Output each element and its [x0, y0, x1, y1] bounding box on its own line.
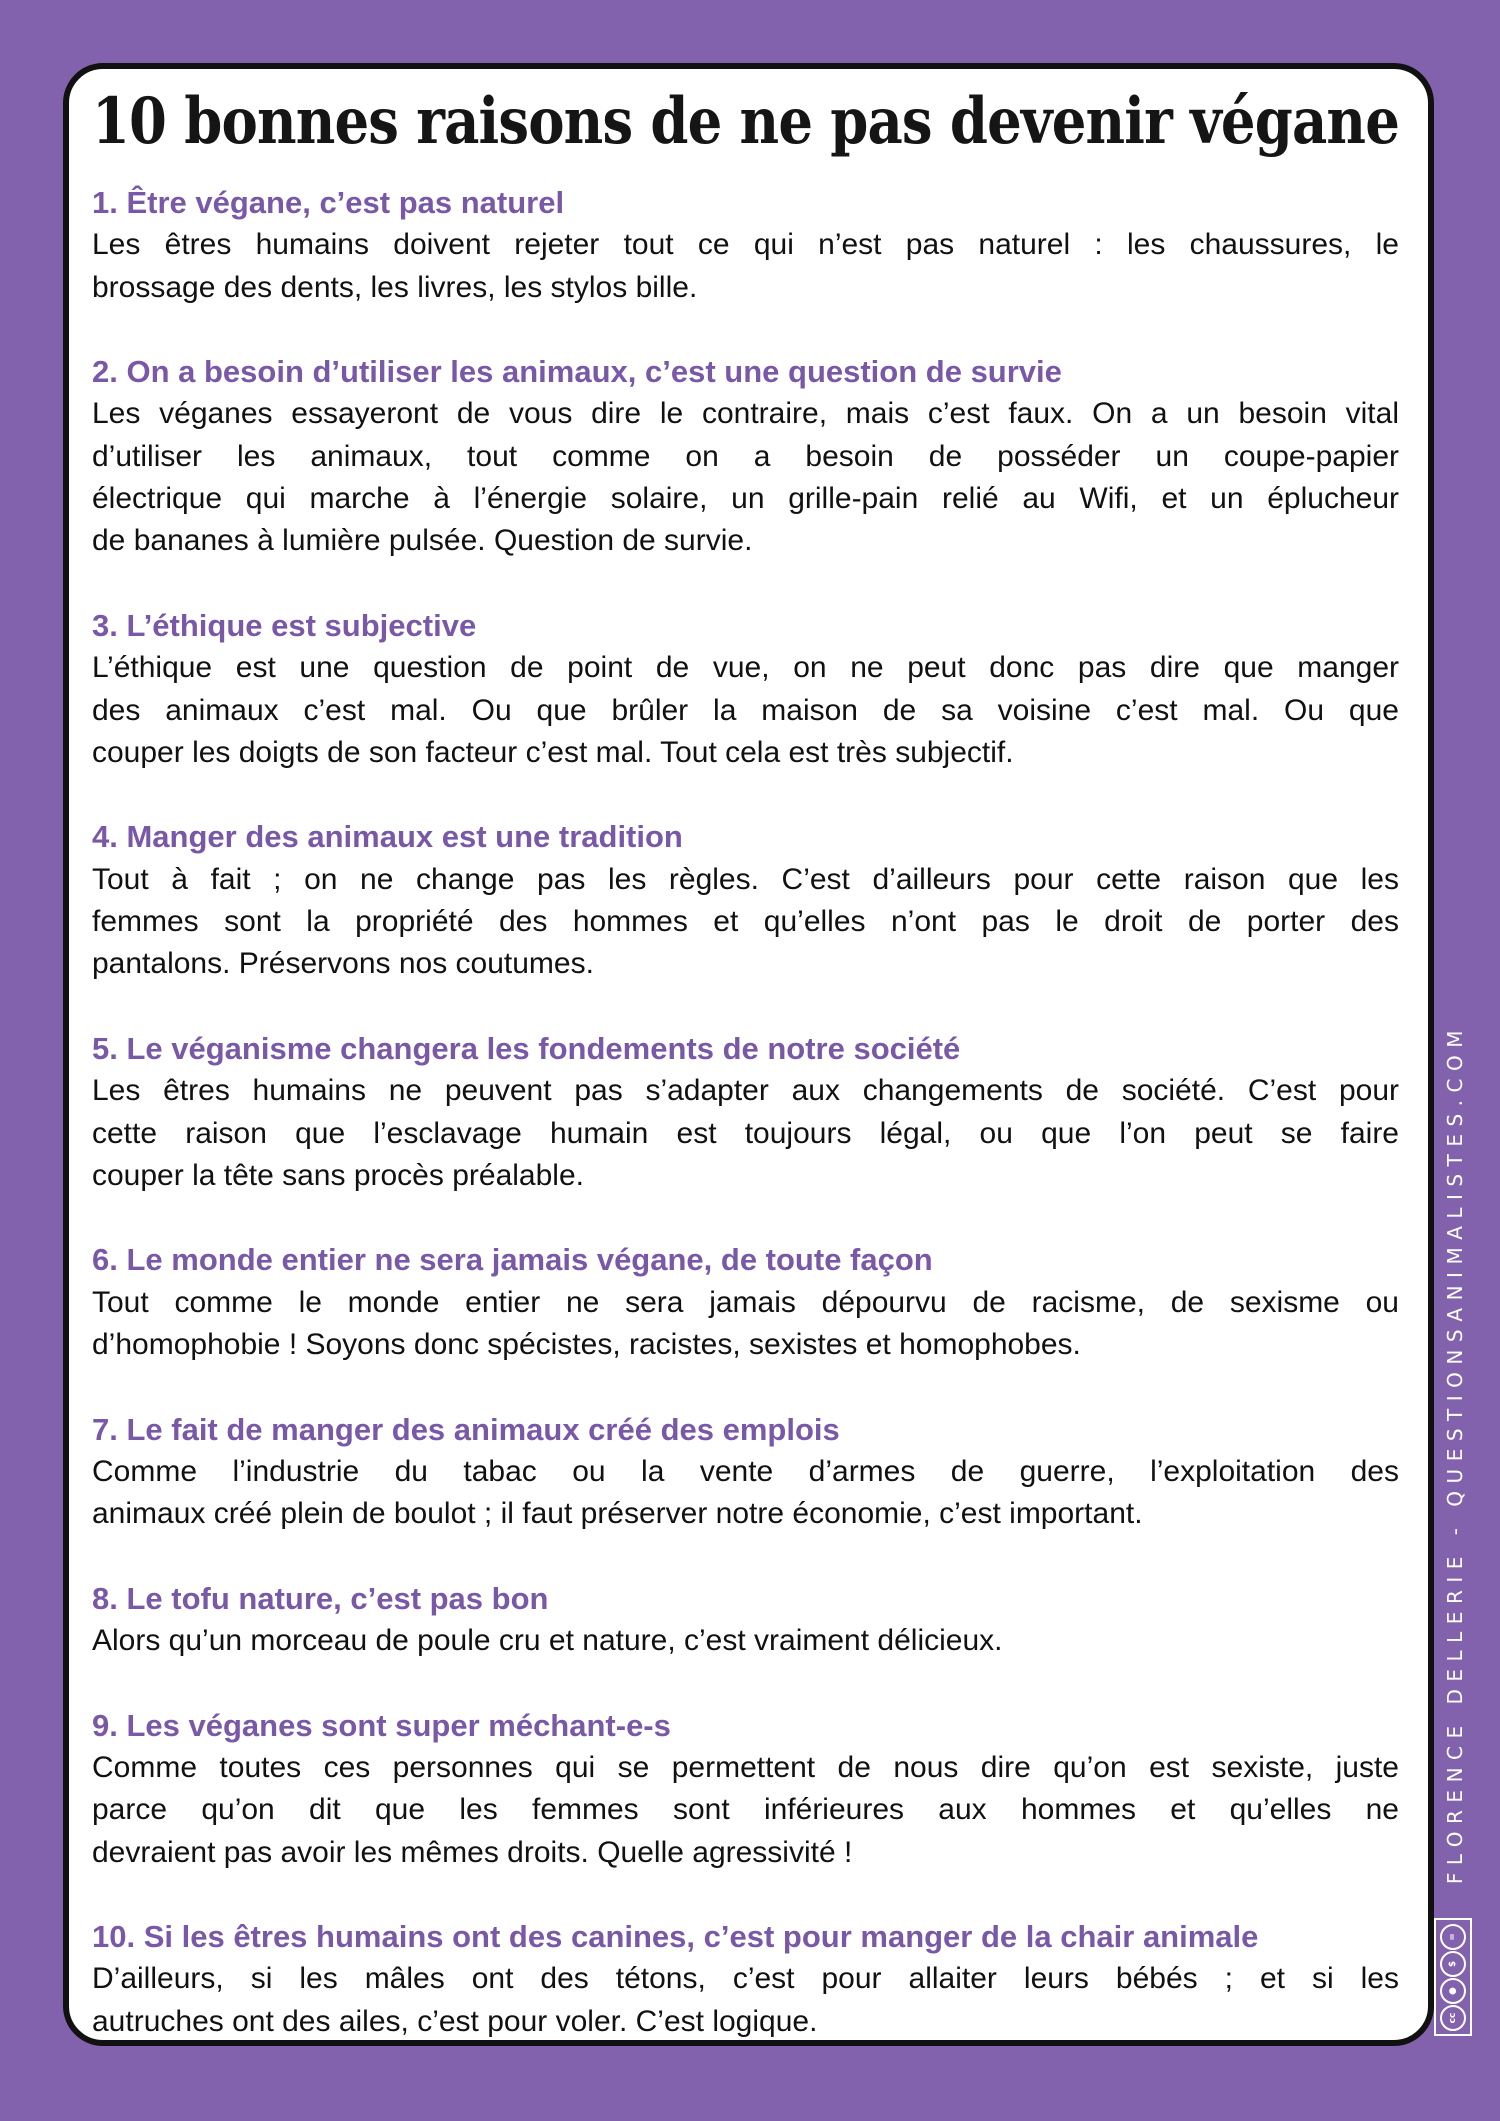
- reason-heading: 6. Le monde entier ne sera jamais végane, de toute façon: [92, 1242, 933, 1278]
- reason-body-line: devraient pas avoir les mêmes droits. Quelle agressivité !: [92, 1835, 853, 1869]
- creative-commons-badge: [1434, 1918, 1472, 2036]
- reason-section: [92, 351, 1399, 562]
- side-credit: FLORENCE DELLERIE - QUESTIONSANIMALISTES.COM: [1443, 1022, 1467, 1885]
- reason-section: [92, 182, 1399, 309]
- reason-heading: 2. On a besoin d’utiliser les animaux, c’est une question de survie: [92, 354, 1062, 390]
- reason-body-line: Comme toutes ces personnes qui se permettent de nous dire qu’on est sexiste, juste: [92, 1750, 1399, 1784]
- reason-body-line: brossage des dents, les livres, les stylos bille.: [92, 270, 698, 304]
- by-icon: ●: [1440, 1978, 1466, 2004]
- reason-section: [92, 816, 1399, 985]
- reason-heading-row: [92, 1028, 1399, 1070]
- reason-body-line: pantalons. Préservons nos coutumes.: [92, 947, 594, 981]
- reason-heading: 9. Les véganes sont super méchant-e-s: [92, 1707, 671, 1743]
- reason-section: [92, 1916, 1399, 2043]
- page-title: 10 bonnes raisons de ne pas devenir végane: [92, 84, 1399, 159]
- reason-body-line: Alors qu’un morceau de poule cru et nature, c’est vraiment délicieux.: [92, 1624, 1003, 1658]
- reason-section: [92, 605, 1399, 774]
- reason-heading: 7. Le fait de manger des animaux créé des emplois: [92, 1411, 840, 1447]
- reason-body-line: parce qu’on dit que les femmes sont inférieures aux hommes et qu’elles ne: [92, 1793, 1399, 1827]
- reason-heading-row: [92, 1239, 1399, 1281]
- reason-body-line: d’utiliser les animaux, tout comme on a besoin de posséder un coupe-papier: [92, 439, 1399, 473]
- reason-body-line: Tout à fait ; on ne change pas les règles. C’est d’ailleurs pour cette raison que les: [92, 862, 1399, 896]
- reasons-list: [92, 182, 1399, 2085]
- reason-section: [92, 1028, 1399, 1197]
- reason-body-line: couper la tête sans procès préalable.: [92, 1158, 584, 1192]
- reason-body-line: des animaux c’est mal. Ou que brûler la maison de sa voisine c’est mal. Ou que: [92, 693, 1399, 727]
- reason-heading-row: [92, 1916, 1399, 1958]
- reason-heading-row: [92, 182, 1399, 224]
- reason-heading-row: [92, 351, 1399, 393]
- reason-heading-row: [92, 816, 1399, 858]
- reason-heading: 3. L’éthique est subjective: [92, 607, 477, 643]
- reason-heading: 5. Le véganisme changera les fondements de notre société: [92, 1030, 961, 1066]
- reason-heading-row: [92, 1409, 1399, 1451]
- reason-section: [92, 1239, 1399, 1366]
- reason-section: [92, 1705, 1399, 1874]
- reason-body-line: de bananes à lumière pulsée. Question de survie.: [92, 524, 753, 558]
- reason-body-line: Comme l’industrie du tabac ou la vente d’armes de guerre, l’exploitation des: [92, 1454, 1399, 1488]
- reason-heading-row: [92, 1578, 1399, 1620]
- reason-body-line: L’éthique est une question de point de vue, on ne peut donc pas dire que manger: [92, 651, 1399, 685]
- reason-body-line: cette raison que l’esclavage humain est toujours légal, ou que l’on peut se faire: [92, 1116, 1399, 1150]
- reason-section: [92, 1578, 1399, 1663]
- reason-section: [92, 1409, 1399, 1536]
- cc-icon: cc: [1440, 2005, 1466, 2031]
- reason-body-line: autruches ont des ailes, c’est pour voler. C’est logique.: [92, 2004, 818, 2038]
- reason-body-line: couper les doigts de son facteur c’est mal. Tout cela est très subjectif.: [92, 735, 1014, 769]
- reason-body-line: Tout comme le monde entier ne sera jamais dépourvu de racisme, de sexisme ou: [92, 1285, 1399, 1319]
- reason-body-line: animaux créé plein de boulot ; il faut préserver notre économie, c’est important.: [92, 1497, 1143, 1531]
- nd-icon: =: [1440, 1924, 1466, 1950]
- reason-body-line: d’homophobie ! Soyons donc spécistes, racistes, sexistes et homophobes.: [92, 1328, 1081, 1362]
- reason-heading: 10. Si les êtres humains ont des canines, c’est pour manger de la chair animale: [92, 1919, 1259, 1955]
- reason-heading-row: [92, 1705, 1399, 1747]
- nc-icon: $: [1440, 1951, 1466, 1977]
- reason-body-line: électrique qui marche à l’énergie solaire, un grille-pain relié au Wifi, et un éplucheur: [92, 482, 1399, 516]
- reason-heading: 8. Le tofu nature, c’est pas bon: [92, 1580, 549, 1616]
- reason-body-line: Les êtres humains doivent rejeter tout ce qui n’est pas naturel : les chaussures, le: [92, 228, 1399, 262]
- reason-body-line: femmes sont la propriété des hommes et qu’elles n’ont pas le droit de porter des: [92, 905, 1399, 939]
- reason-heading: 1. Être végane, c’est pas naturel: [92, 185, 565, 220]
- reason-body-line: D’ailleurs, si les mâles ont des tétons, c’est pour allaiter leurs bébés ; et si les: [92, 1962, 1399, 1996]
- reason-heading: 4. Manger des animaux est une tradition: [92, 819, 683, 855]
- reason-body-line: Les véganes essayeront de vous dire le contraire, mais c’est faux. On a un besoin vital: [92, 397, 1399, 431]
- reason-heading-row: [92, 605, 1399, 647]
- reason-body-line: Les êtres humains ne peuvent pas s’adapter aux changements de société. C’est pour: [92, 1074, 1399, 1108]
